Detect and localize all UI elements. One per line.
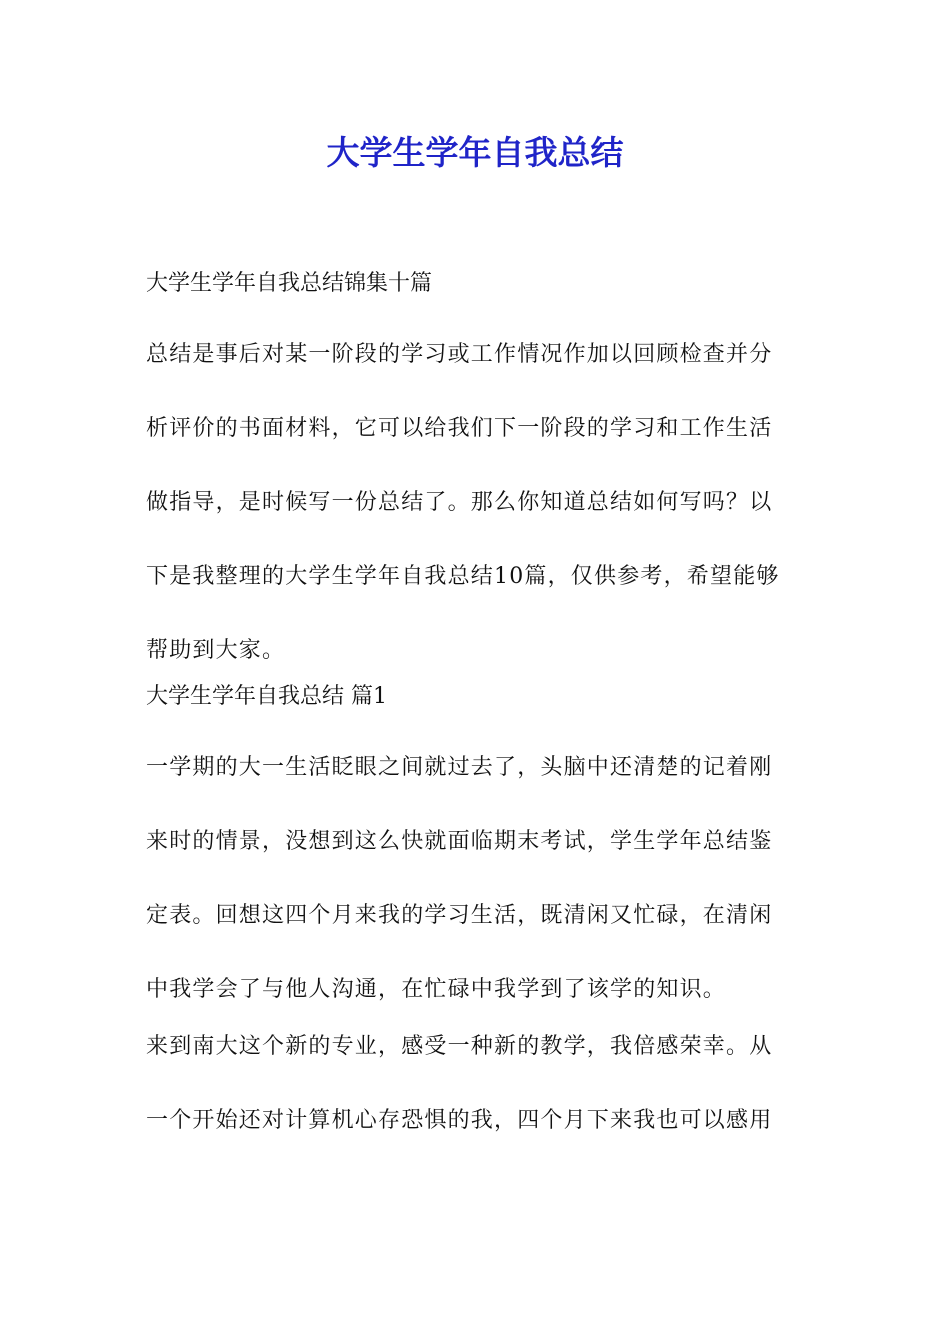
body-paragraph-1 <box>146 731 810 1027</box>
text-line: 做指导，是时候写一份总结了。那么你知道总结如何写吗？以 <box>146 490 773 515</box>
text-line: 一个开始还对计算机心存恐惧的我，四个月下来我也可以感用 <box>146 1108 773 1133</box>
document-title: 大学生学年自我总结 <box>326 133 624 172</box>
text-line: 帮助到大家。 <box>146 638 286 663</box>
section-heading: 大学生学年自我总结 篇1 <box>146 684 387 709</box>
text-line: 析评价的书面材料，它可以给我们下一阶段的学习和工作生活 <box>146 416 773 441</box>
text-line: 一学期的大一生活眨眼之间就过去了，头脑中还清楚的记着刚 <box>146 755 773 780</box>
text-line: 总结是事后对某一阶段的学习或工作情况作加以回顾检查并分 <box>146 342 773 367</box>
text-line: 定表。回想这四个月来我的学习生活，既清闲又忙碌，在清闲 <box>146 903 773 928</box>
body-paragraph-2 <box>146 1010 810 1158</box>
text-line: 下是我整理的大学生学年自我总结10篇，仅供参考，希望能够 <box>146 564 780 589</box>
text-line: 中我学会了与他人沟通，在忙碌中我学到了该学的知识。 <box>146 977 727 1002</box>
intro-paragraph <box>146 318 810 688</box>
text-line: 来到南大这个新的专业，感受一种新的教学，我倍感荣幸。从 <box>146 1034 773 1059</box>
document-body <box>146 262 810 1185</box>
text-line: 来时的情景，没想到这么快就面临期末考试，学生学年总结鉴 <box>146 829 773 854</box>
collection-heading: 大学生学年自我总结锦集十篇 <box>146 271 433 296</box>
